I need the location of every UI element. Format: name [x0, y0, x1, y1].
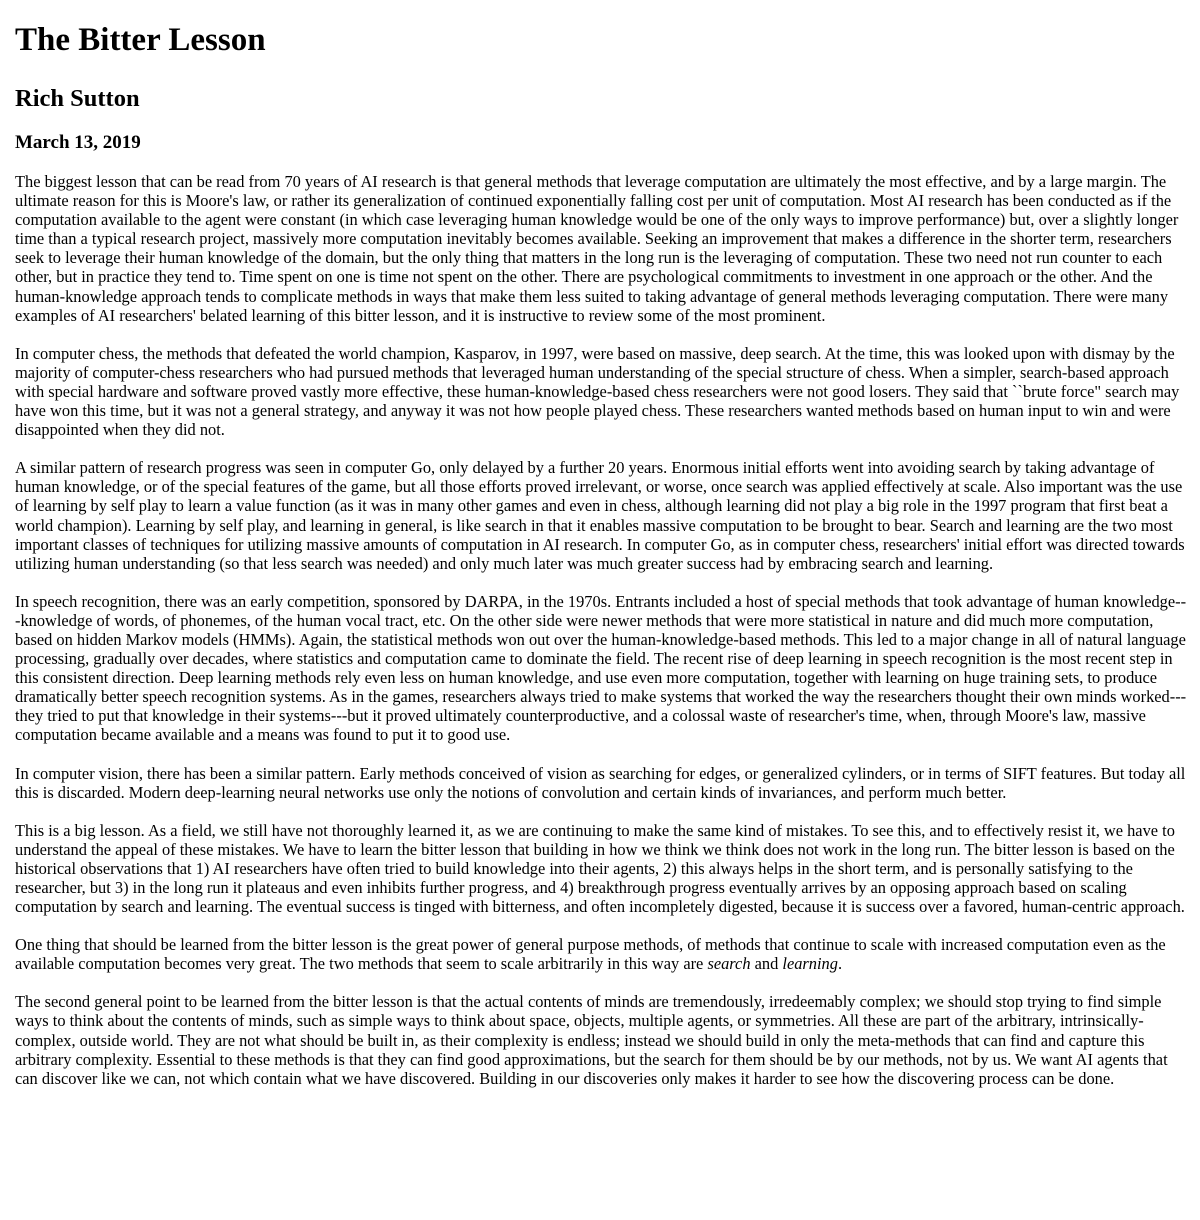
paragraph-big-lesson: This is a big lesson. As a field, we still have not thoroughly learned it, as we are continuing to make the same kind of mistakes. To see this, and to effectively resist it, we have to understand the appeal of these mistakes. We have to learn the bitter lesson that building in how we think we think does not work in the long run. The bitter lesson is based on the historical observations that 1) AI researchers have often tried to build knowledge into their agents, 2) this always helps in the short term, and is personally satisfying to the researcher, but 3) in the long run it plateaus and even inhibits further progress, and 4) breakthrough progress eventually arrives by an opposing approach based on scaling computation by search and learning. The eventual success is tinged with bitterness, and often incompletely digested, because it is success over a favored, human-centric approach. [15, 820, 1185, 917]
article-body [15, 172, 1188, 1088]
article-author: Rich Sutton [15, 85, 140, 112]
paragraph-computer-chess: In computer chess, the methods that defeated the world champion, Kasparov, in 1997, were based on massive, deep search. At the time, this was looked upon with dismay by the majority of computer-chess researchers who had pursued methods that leveraged human understanding of the special structure of chess. When a simpler, search-based approach with special hardware and software proved vastly more effective, these human-knowledge-based chess researchers were not good losers. They said that ``brute force" search may have won this time, but it was not a general strategy, and anyway it was not how people played chess. These researchers wanted methods based on human input to win and were disappointed when they did not. [15, 343, 1180, 440]
article-date: March 13, 2019 [15, 132, 141, 153]
paragraph-computer-go: A similar pattern of research progress was seen in computer Go, only delayed by a further 20 years. Enormous initial efforts went into avoiding search by taking advantage of human knowledge, or of the special features of the game, but all those efforts proved irrelevant, or worse, once search was applied effectively at scale. Also important was the use of learning by self play to learn a value function (as it was in many other games and even in chess, although learning did not play a big role in the 1997 program that first beat a world champion). Learning by self play, and learning in general, is like search in that it enables massive computation to be brought to bear. Search and learning are the two most important classes of techniques for utilizing massive amounts of computation in AI research. In computer Go, as in computer chess, researchers' initial effort was directed towards utilizing human understanding (so that less search was needed) and only much later was much greater success had by embracing search and learning. [15, 458, 1185, 573]
paragraph-intro: The biggest lesson that can be read from 70 years of AI research is that general methods that leverage computation are ultimately the most effective, and by a large margin. The ultimate reason for this is Moore's law, or rather its generalization of continued exponentially falling cost per unit of computation. Most AI research has been conducted as if the computation available to the agent were constant (in which case leveraging human knowledge would be one of the only ways to improve performance) but, over a slightly longer time than a typical research project, massively more computation inevitably becomes available. Seeking an improvement that makes a difference in the shorter term, researchers seek to leverage their human knowledge of the domain, but the only thing that matters in the long run is the leveraging of computation. These two need not run counter to each other, but in practice they tend to. Time spent on one is time not spent on the other. There are psychological commitments to investment in one approach or the other. And the human-knowledge approach tends to complicate methods in ways that make them less suited to taking advantage of general methods leveraging computation. There were many examples of AI researchers' belated learning of this bitter lesson, and it is instructive to review some of the most prominent. [15, 172, 1179, 325]
paragraph-speech-recognition: In speech recognition, there was an early competition, sponsored by DARPA, in the 1970s. Entrants included a host of special methods that took advantage of human knowledge---knowledge of words, of phonemes, of the human vocal tract, etc. On the other side were newer methods that were more statistical in nature and did much more computation, based on hidden Markov models (HMMs). Again, the statistical methods won out over the human-knowledge-based methods. This led to a major change in all of natural language processing, gradually over decades, where statistics and computation came to dominate the field. The recent rise of deep learning in speech recognition is the most recent step in this consistent direction. Deep learning methods rely even less on human knowledge, and use even more computation, together with learning on huge training sets, to produce dramatically better speech recognition systems. As in the games, researchers always tried to make systems that worked the way the researchers thought their own minds worked---they tried to put that knowledge in their systems---but it proved ultimately counterproductive, and a colossal waste of researcher's time, when, through Moore's law, massive computation became available and a means was found to put it to good use. [15, 591, 1187, 745]
paragraph-text: and [750, 954, 783, 974]
paragraph-contents-of-minds: The second general point to be learned from the bitter lesson is that the actual contents of minds are tremendously, irredeemably complex; we should stop trying to find simple ways to think about the contents of minds, such as simple ways to think about space, objects, multiple agents, or symmetries. All these are part of the arbitrary, intrinsically-complex, outside world. They are not what should be built in, as their complexity is endless; instead we should build in only the meta-methods that can find and capture this arbitrary complexity. Essential to these methods is that they can find good approximations, but the search for them should be by our methods, not by us. We want AI agents that can discover like we can, not which contain what we have discovered. Building in our discoveries only makes it harder to see how the discovering process can be done. [15, 992, 1168, 1088]
paragraph-text: . [837, 954, 843, 974]
emphasis-search: search [707, 954, 751, 974]
paragraph-text: One thing that should be learned from the bitter lesson is the great power of general purpose methods, of methods that continue to scale with increased computation even as the available computation becomes very great. The two methods that seem to scale arbitrarily in this way are [15, 935, 1166, 974]
article-title: The Bitter Lesson [15, 22, 266, 58]
emphasis-learning: learning [782, 954, 838, 974]
paragraph-general-methods [15, 935, 1188, 973]
paragraph-computer-vision: In computer vision, there has been a similar pattern. Early methods conceived of vision as searching for edges, or generalized cylinders, or in terms of SIFT features. But today all this is discarded. Modern deep-learning neural networks use only the notions of convolution and certain kinds of invariances, and perform much better. [15, 763, 1186, 802]
